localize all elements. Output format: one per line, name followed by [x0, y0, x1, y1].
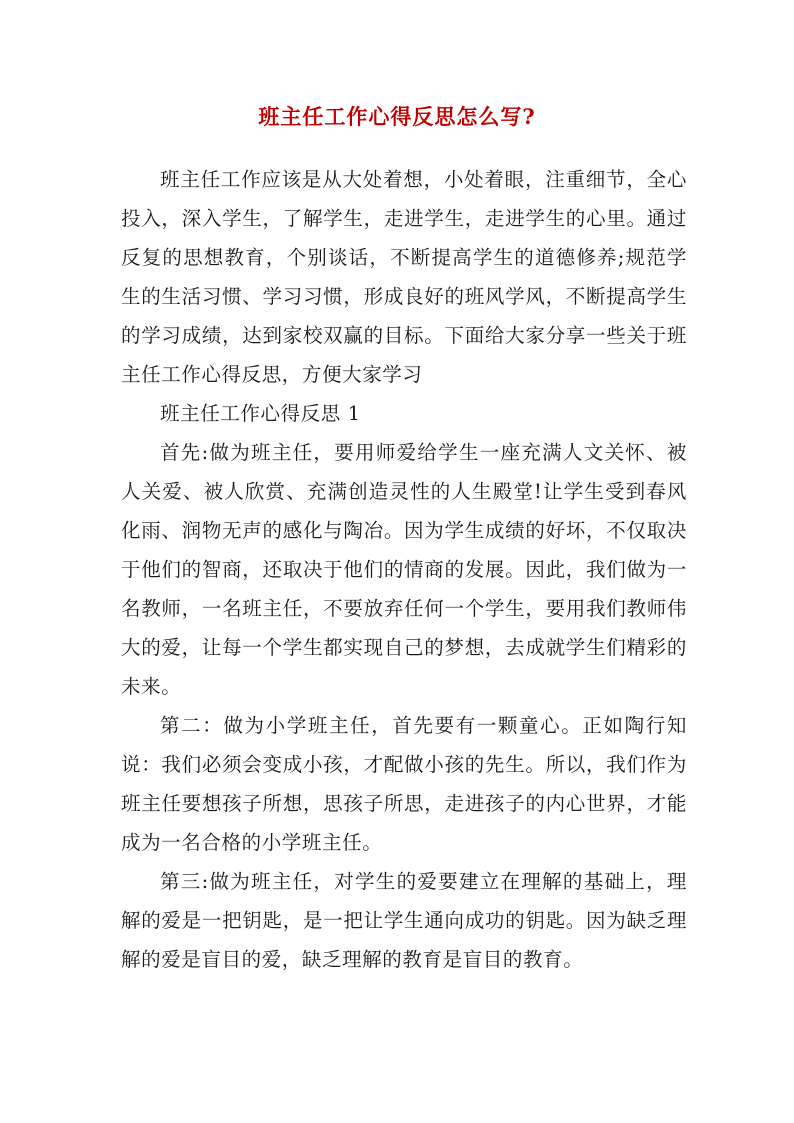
document-title: 班主任工作心得反思怎么写? [258, 104, 536, 129]
paragraph-third: 第三:做为班主任，对学生的爱要建立在理解的基础上，理解的爱是一把钥匙，是一把让学生通向成功的钥匙。因为缺乏理解的爱是盲目的爱，缺乏理解的教育是盲目的教育。 [121, 870, 687, 971]
paragraph-second: 第二：做为小学班主任，首先要有一颗童心。正如陶行知说：我们必须会变成小孩，才配做小孩的先生。所以，我们作为班主任要想孩子所想，思孩子所思，走进孩子的内心世界，才能成为一名合格的小学班主任。 [121, 714, 687, 854]
section-heading: 班主任工作心得反思 1 [160, 402, 361, 425]
intro-paragraph: 班主任工作应该是从大处着想，小处着眼，注重细节，全心投入，深入学生，了解学生，走进学生，走进学生的心里。通过反复的思想教育，个别谈话，不断提高学生的道德修养;规范学生的生活习惯、学习习惯，形成良好的班风学风，不断提高学生的学习成绩，达到家校双赢的目标。下面给大家分享一些关于班主任工作心得反思，方便大家学习 [121, 168, 687, 386]
paragraph-first: 首先:做为班主任，要用师爱给学生一座充满人文关怀、被人关爱、被人欣赏、充满创造灵性的人生殿堂!让学生受到春风化雨、润物无声的感化与陶冶。因为学生成绩的好坏，不仅取决于他们的智商，还取决于他们的情商的发展。因此，我们做为一名教师，一名班主任，不要放弃任何一个学生，要用我们教师伟大的爱，让每一个学生都实现自己的梦想，去成就学生们精彩的未来。 [121, 441, 687, 698]
document-body [121, 160, 687, 979]
